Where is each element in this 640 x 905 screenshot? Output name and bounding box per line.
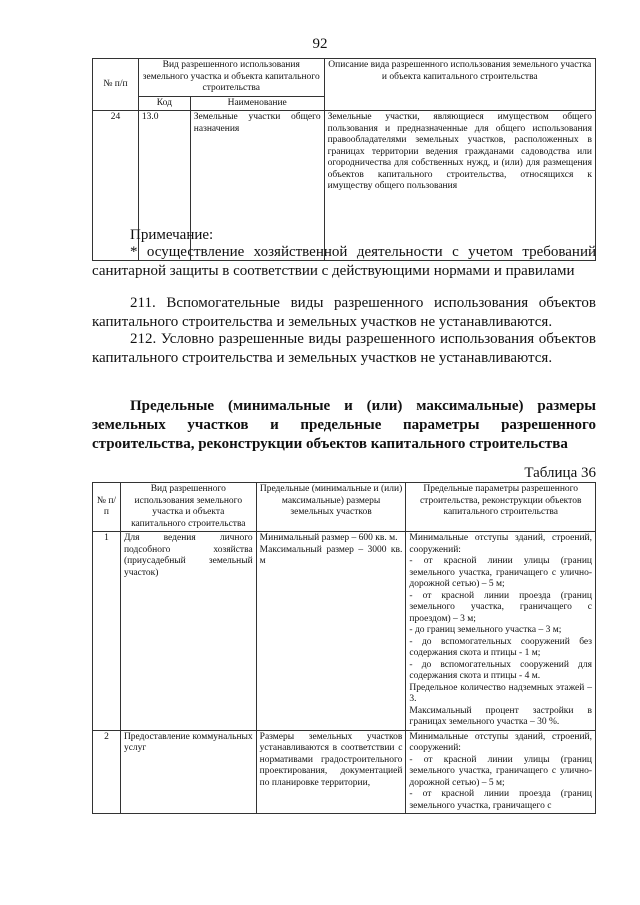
param-line: - до вспомогательных сооружений для содержания скота и птицы - 4 м. <box>409 659 592 681</box>
param-line: Максимальный процент застройки в границах земельного участка – 30 %. <box>409 705 592 727</box>
paragraph-211: 211. Вспомогательные виды разрешенного использования объектов капитального строительства и земельных участков не устанавливаются. <box>92 295 596 330</box>
col-header-name: Наименование <box>190 96 324 111</box>
cell-num: 1 <box>93 532 121 731</box>
size-line: Максимальный размер – 3000 кв. м <box>259 544 403 566</box>
note-title: Примечание: <box>130 227 214 243</box>
paragraph-212: 212. Условно разрешенные виды разрешенного использования объектов капитального строительства и земельных участков не устанавливаются. <box>92 331 596 366</box>
col-header-vid: Вид разрешенного использования земельного участка и объекта капитального строительства <box>138 59 324 97</box>
cell-params <box>406 532 596 731</box>
col-header-params: Предельные параметры разрешенного строительства, реконструкции объектов капитального строительства <box>406 483 596 532</box>
param-line: - от красной линии проезда (границ земельного участка, граничащего с <box>409 789 592 811</box>
col-header-kod: Код <box>138 96 190 111</box>
note-text: * осуществление хозяйственной деятельности с учетом требований санитарной защиты в соответствии с действующими нормами и правилами <box>92 244 596 279</box>
param-line: - от красной линии улицы (границ земельного участка, граничащего с улично-дорожной сетью) – 5 м; <box>409 556 592 589</box>
cell-size <box>256 730 406 814</box>
col-header-vid: Вид разрешенного использования земельного участка и объекта капитального строительства <box>120 483 256 532</box>
param-line: - от красной линии проезда (границ земельного участка, граничащего с проездом) – 3 м; <box>409 590 592 624</box>
param-line: - до границ земельного участка – 3 м; <box>409 625 562 635</box>
col-header-num: № п/п <box>93 59 139 111</box>
col-header-num: № п/п <box>93 483 121 532</box>
cell-num: 24 <box>93 111 139 261</box>
cell-num: 2 <box>93 730 121 814</box>
size-line: Размеры земельных участков устанавливаются в соответствии с нормативами градостроительного проектирования, документацией по планировке территории, <box>259 731 403 788</box>
cell-size <box>256 532 406 731</box>
table-label: Таблица 36 <box>524 465 596 481</box>
cell-kod: 13.0 <box>138 111 190 261</box>
cell-params <box>406 730 596 814</box>
section-heading: Предельные (минимальные и (или) максимальные) размеры земельных участков и предельные параметры разрешенного строительства, реконструкции объектов капитального строительства <box>92 398 596 452</box>
param-line: Минимальные отступы зданий, строений, сооружений: <box>409 731 592 753</box>
param-line: - до вспомогательных сооружений без содержания скота и птицы - 1 м; <box>409 636 592 658</box>
table-row <box>93 532 596 731</box>
cell-name: Земельные участки общего назначения <box>190 111 324 261</box>
cell-vid: Для ведения личного подсобного хозяйства (приусадебный земельный участок) <box>120 532 256 731</box>
table-header-row <box>93 483 596 532</box>
size-line: Минимальный размер – 600 кв. м. <box>259 533 398 543</box>
param-line: Минимальные отступы зданий, строений, сооружений: <box>409 533 592 555</box>
col-header-size: Предельные (минимальные и (или) максимальные) размеры земельных участков <box>256 483 406 532</box>
param-line: Предельное количество надземных этажей – 3. <box>409 682 592 704</box>
table-row <box>93 730 596 814</box>
table-header-row <box>93 59 596 97</box>
col-header-desc: Описание вида разрешенного использования земельного участка и объекта капитального строительства <box>324 59 595 111</box>
limits-table <box>92 482 596 814</box>
page-number: 92 <box>312 36 328 52</box>
cell-desc: Земельные участки, являющиеся имуществом общего пользования и предназначенные для общего использования правообладателями земельных участков, расположенных в границах территории ведения гражданами садоводства или огородничества для собственных нужд, и (или) для размещения объектов капитального строительства, относящихся к имуществу общего пользования <box>324 111 595 261</box>
cell-vid: Предоставление коммунальных услуг <box>120 730 256 814</box>
param-line: - от красной линии улицы (границ земельного участка, граничащего с улично-дорожной сетью) – 5 м; <box>409 754 592 788</box>
